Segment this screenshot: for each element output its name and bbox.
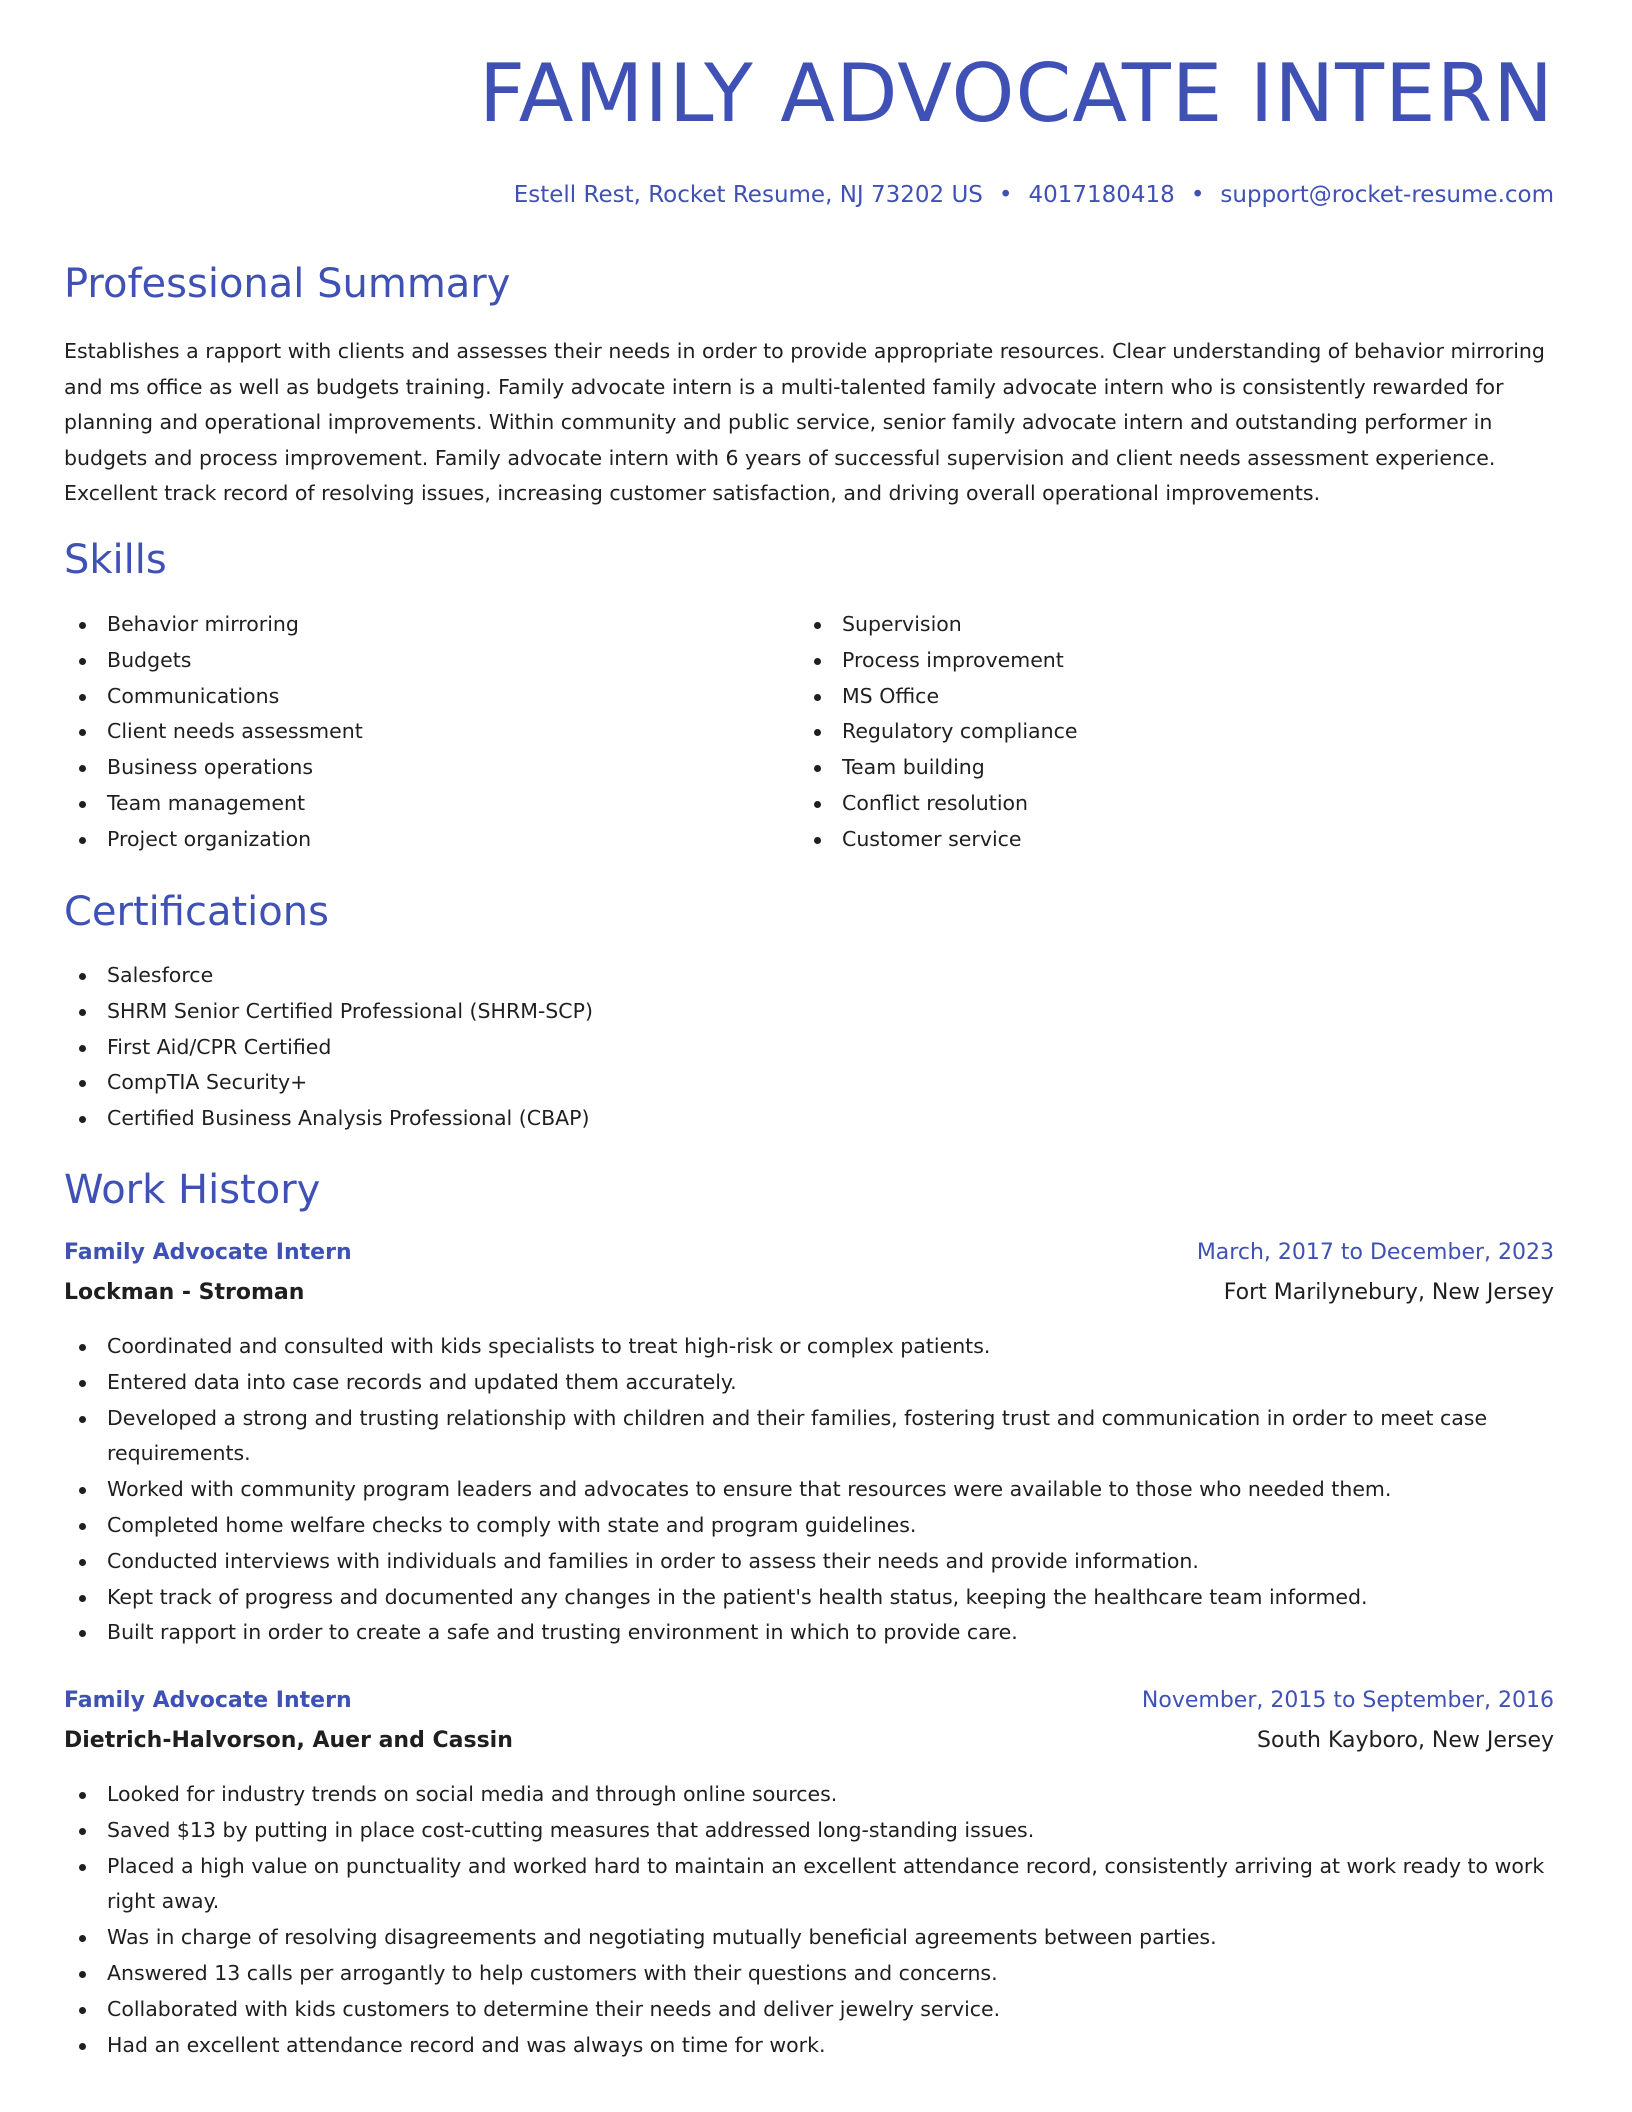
skill-item: Client needs assessment xyxy=(64,714,764,750)
job-bullet: Collaborated with kids customers to determine their needs and deliver jewelry service. xyxy=(64,1992,1554,2028)
contact-line xyxy=(514,182,1554,208)
skills-list-right xyxy=(799,607,1499,858)
job-bullet: Developed a strong and trusting relationship with children and their families, fostering trust and communication in order to meet case requirements. xyxy=(64,1401,1554,1473)
job-bullet: Kept track of progress and documented any changes in the patient's health status, keeping the healthcare team informed. xyxy=(64,1580,1554,1616)
contact-address: Estell Rest, Rocket Resume, NJ 73202 US xyxy=(513,182,983,208)
certification-item: Salesforce xyxy=(64,958,1554,994)
job-dates: November, 2015 to September, 2016 xyxy=(1141,1688,1554,1713)
skill-item: Process improvement xyxy=(799,643,1499,679)
skill-item: MS Office xyxy=(799,679,1499,715)
skill-item: Conflict resolution xyxy=(799,786,1499,822)
skills-list-left xyxy=(64,607,764,858)
contact-separator: • xyxy=(1190,182,1205,208)
job-dates: March, 2017 to December, 2023 xyxy=(1196,1240,1554,1265)
resume-title: FAMILY ADVOCATE INTERN xyxy=(479,47,1554,140)
job-bullet: Conducted interviews with individuals and families in order to assess their needs and provide information. xyxy=(64,1544,1554,1580)
certification-item: Certified Business Analysis Professional (CBAP) xyxy=(64,1101,1554,1137)
job-bullet: Looked for industry trends on social media and through online sources. xyxy=(64,1777,1554,1813)
skill-item: Customer service xyxy=(799,822,1499,858)
work-history-heading: Work History xyxy=(64,1167,321,1213)
contact-separator: • xyxy=(998,182,1013,208)
job-bullet: Answered 13 calls per arrogantly to help customers with their questions and concerns. xyxy=(64,1956,1554,1992)
skill-item: Communications xyxy=(64,679,764,715)
job-bullet: Placed a high value on punctuality and worked hard to maintain an excellent attendance record, consistently arriving at work ready to work right away. xyxy=(64,1849,1554,1921)
skill-item: Project organization xyxy=(64,822,764,858)
summary-heading: Professional Summary xyxy=(64,261,511,307)
job-bullet: Saved $13 by putting in place cost-cutting measures that addressed long-standing issues. xyxy=(64,1813,1554,1849)
job-company: Lockman - Stroman xyxy=(64,1280,305,1305)
contact-email: support@rocket-resume.com xyxy=(1220,182,1554,208)
certifications-list xyxy=(64,958,1554,1137)
job-location: South Kayboro, New Jersey xyxy=(1257,1728,1554,1753)
certification-item: SHRM Senior Certified Professional (SHRM-SCP) xyxy=(64,994,1554,1030)
job-bullet: Had an excellent attendance record and was always on time for work. xyxy=(64,2028,1554,2064)
skill-item: Behavior mirroring xyxy=(64,607,764,643)
skill-item: Budgets xyxy=(64,643,764,679)
job-title: Family Advocate Intern xyxy=(64,1240,352,1265)
job-bullet: Built rapport in order to create a safe and trusting environment in which to provide care. xyxy=(64,1615,1554,1651)
skill-item: Team management xyxy=(64,786,764,822)
skill-item: Supervision xyxy=(799,607,1499,643)
skill-item: Team building xyxy=(799,750,1499,786)
job-bullets xyxy=(64,1777,1554,2063)
job-bullet: Was in charge of resolving disagreements and negotiating mutually beneficial agreements between parties. xyxy=(64,1920,1554,1956)
job-bullet: Worked with community program leaders and advocates to ensure that resources were available to those who needed them. xyxy=(64,1472,1554,1508)
skill-item: Regulatory compliance xyxy=(799,714,1499,750)
skills-heading: Skills xyxy=(64,537,167,583)
certifications-heading: Certifications xyxy=(64,889,329,935)
certification-item: First Aid/CPR Certified xyxy=(64,1030,1554,1066)
job-bullets xyxy=(64,1329,1554,1651)
job-bullet: Entered data into case records and updated them accurately. xyxy=(64,1365,1554,1401)
job-company: Dietrich-Halvorson, Auer and Cassin xyxy=(64,1728,513,1753)
job-bullet: Completed home welfare checks to comply with state and program guidelines. xyxy=(64,1508,1554,1544)
summary-text: Establishes a rapport with clients and assesses their needs in order to provide appropriate resources. Clear understanding of behavior mirroring and ms office as well as budgets training. Family advocate intern is a multi-talented family advocate intern who is consistently rewarded for planning and operational improvements. Within community and public service, senior family advocate intern and outstanding performer in budgets and process improvement. Family advocate intern with 6 years of successful supervision and client needs assessment experience. Excellent track record of resolving issues, increasing customer satisfaction, and driving overall operational improvements. xyxy=(64,339,1545,506)
certification-item: CompTIA Security+ xyxy=(64,1065,1554,1101)
job-title: Family Advocate Intern xyxy=(64,1688,352,1713)
skill-item: Business operations xyxy=(64,750,764,786)
job-location: Fort Marilynebury, New Jersey xyxy=(1223,1280,1554,1305)
job-bullet: Coordinated and consulted with kids specialists to treat high-risk or complex patients. xyxy=(64,1329,1554,1365)
contact-phone: 4017180418 xyxy=(1028,182,1175,208)
